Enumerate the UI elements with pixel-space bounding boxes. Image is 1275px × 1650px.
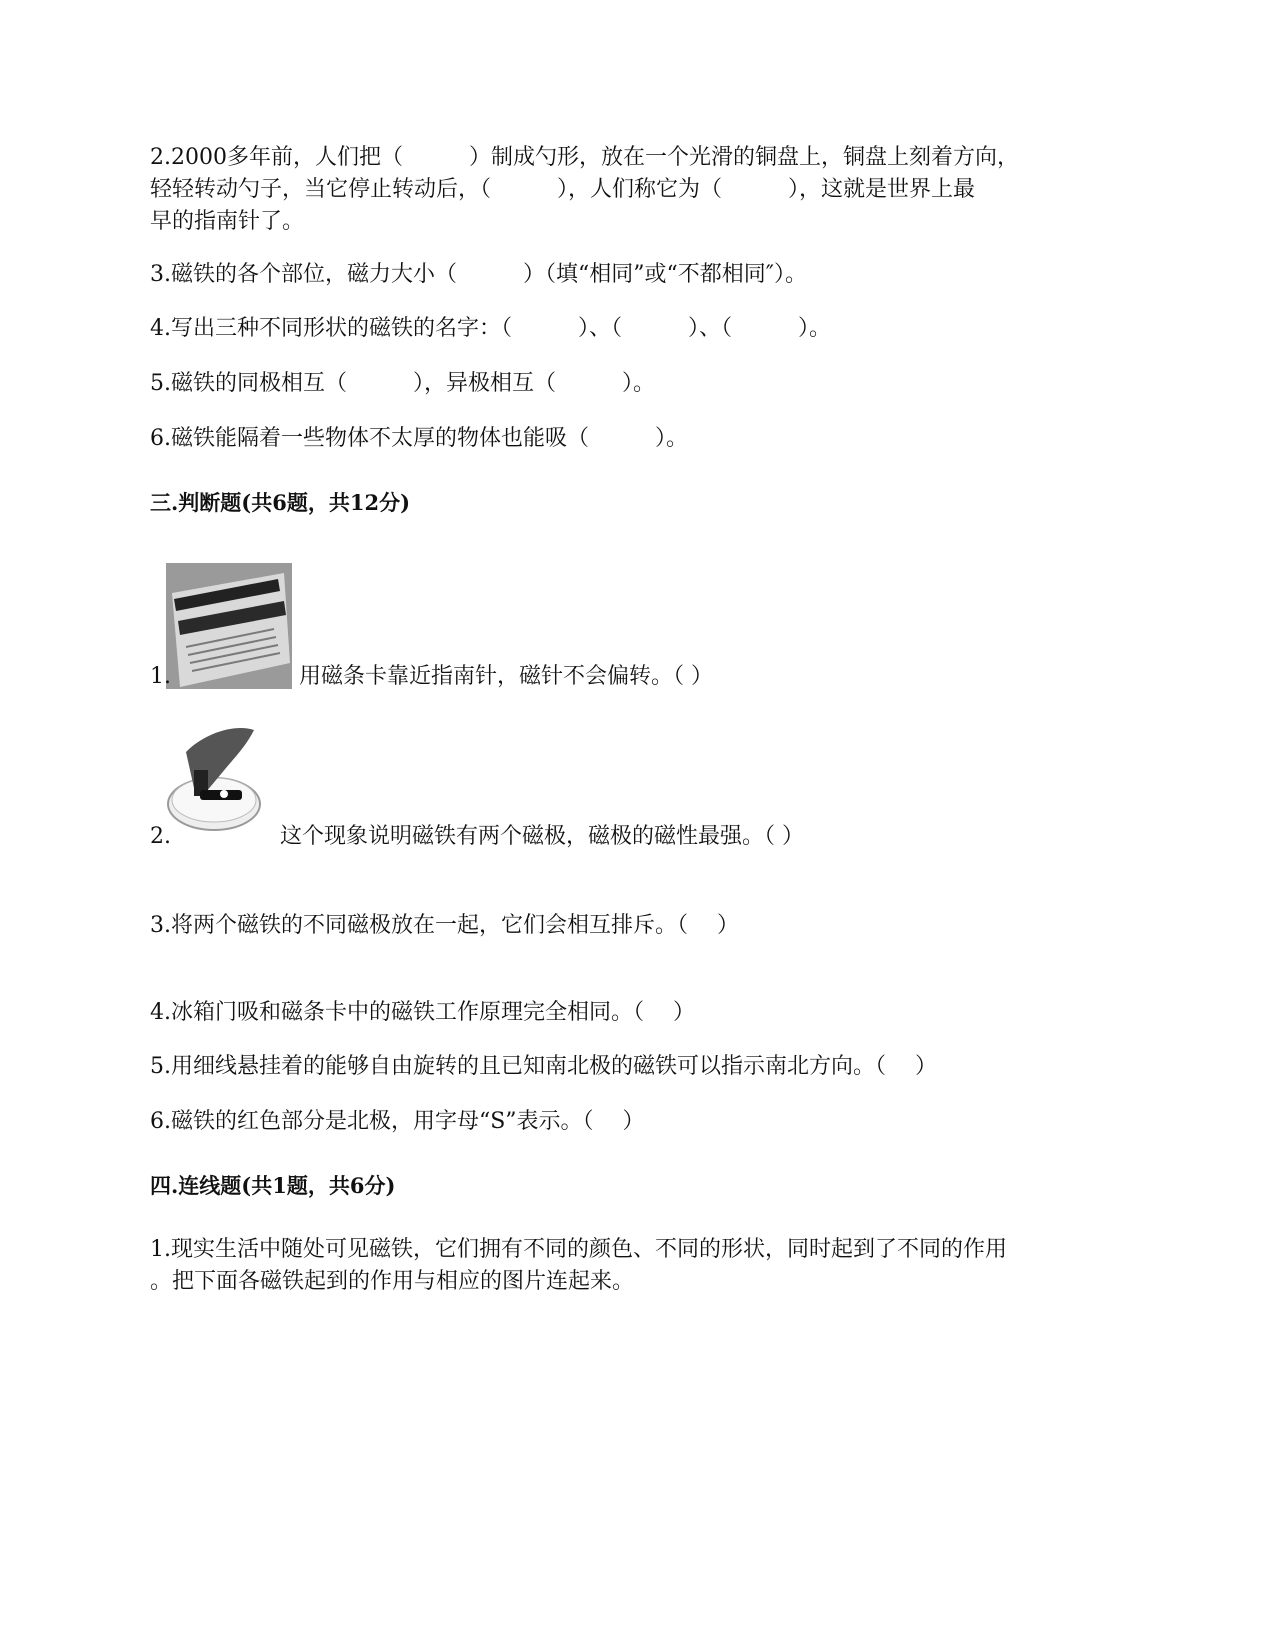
judge-q3: 3.将两个磁铁的不同磁极放在一起，它们会相互排斥。（ ）: [150, 913, 739, 938]
magnetic-card-icon: [166, 563, 292, 689]
judge-q1-number: 1.: [150, 664, 171, 689]
match-q1-line1: 1.现实生活中随处可见磁铁，它们拥有不同的颜色、不同的形状，同时起到了不同的作用: [150, 1237, 1007, 1262]
judge-q2-text: 这个现象说明磁铁有两个磁极，磁极的磁性最强。（ ）: [280, 824, 804, 849]
judge-q6: 6.磁铁的红色部分是北极，用字母“S”表示。（ ）: [150, 1109, 645, 1134]
judge-q5: 5.用细线悬挂着的能够自由旋转的且已知南北极的磁铁可以指示南北方向。（ ）: [150, 1054, 937, 1079]
match-section-heading: 四.连线题(共1题，共6分): [150, 1173, 396, 1198]
judge-q1-text: 用磁条卡靠近指南针，磁针不会偏转。（ ）: [299, 664, 713, 689]
judge-section-heading: 三.判断题(共6题，共12分): [150, 490, 411, 515]
judge-q4: 4.冰箱门吸和磁条卡中的磁铁工作原理完全相同。（ ）: [150, 1000, 695, 1025]
fill-q3: 3.磁铁的各个部位，磁力大小（ ）（填“相同”或“不都相同″）。: [150, 262, 807, 287]
compass-magnet-icon: [166, 722, 274, 834]
judge-q2-number: 2.: [150, 824, 171, 849]
compass-magnet-image: [166, 722, 274, 834]
fill-q4: 4.写出三种不同形状的磁铁的名字：（ ）、（ ）、（ ）。: [150, 316, 831, 341]
fill-q2-line2: 轻轻转动勺子，当它停止转动后，（ ），人们称它为（ ），这就是世界上最: [150, 177, 976, 202]
fill-q5: 5.磁铁的同极相互（ ），异极相互（ ）。: [150, 371, 655, 396]
match-q1-line2: 。把下面各磁铁起到的作用与相应的图片连起来。: [150, 1269, 635, 1294]
magnetic-card-image: [166, 563, 292, 689]
fill-q2-line1: 2.2000多年前，人们把（ ）制成勺形，放在一个光滑的铜盘上，铜盘上刻着方向，: [150, 145, 1019, 170]
fill-q6: 6.磁铁能隔着一些物体不太厚的物体也能吸（ ）。: [150, 426, 688, 451]
fill-q2-line3: 早的指南针了。: [150, 209, 305, 234]
